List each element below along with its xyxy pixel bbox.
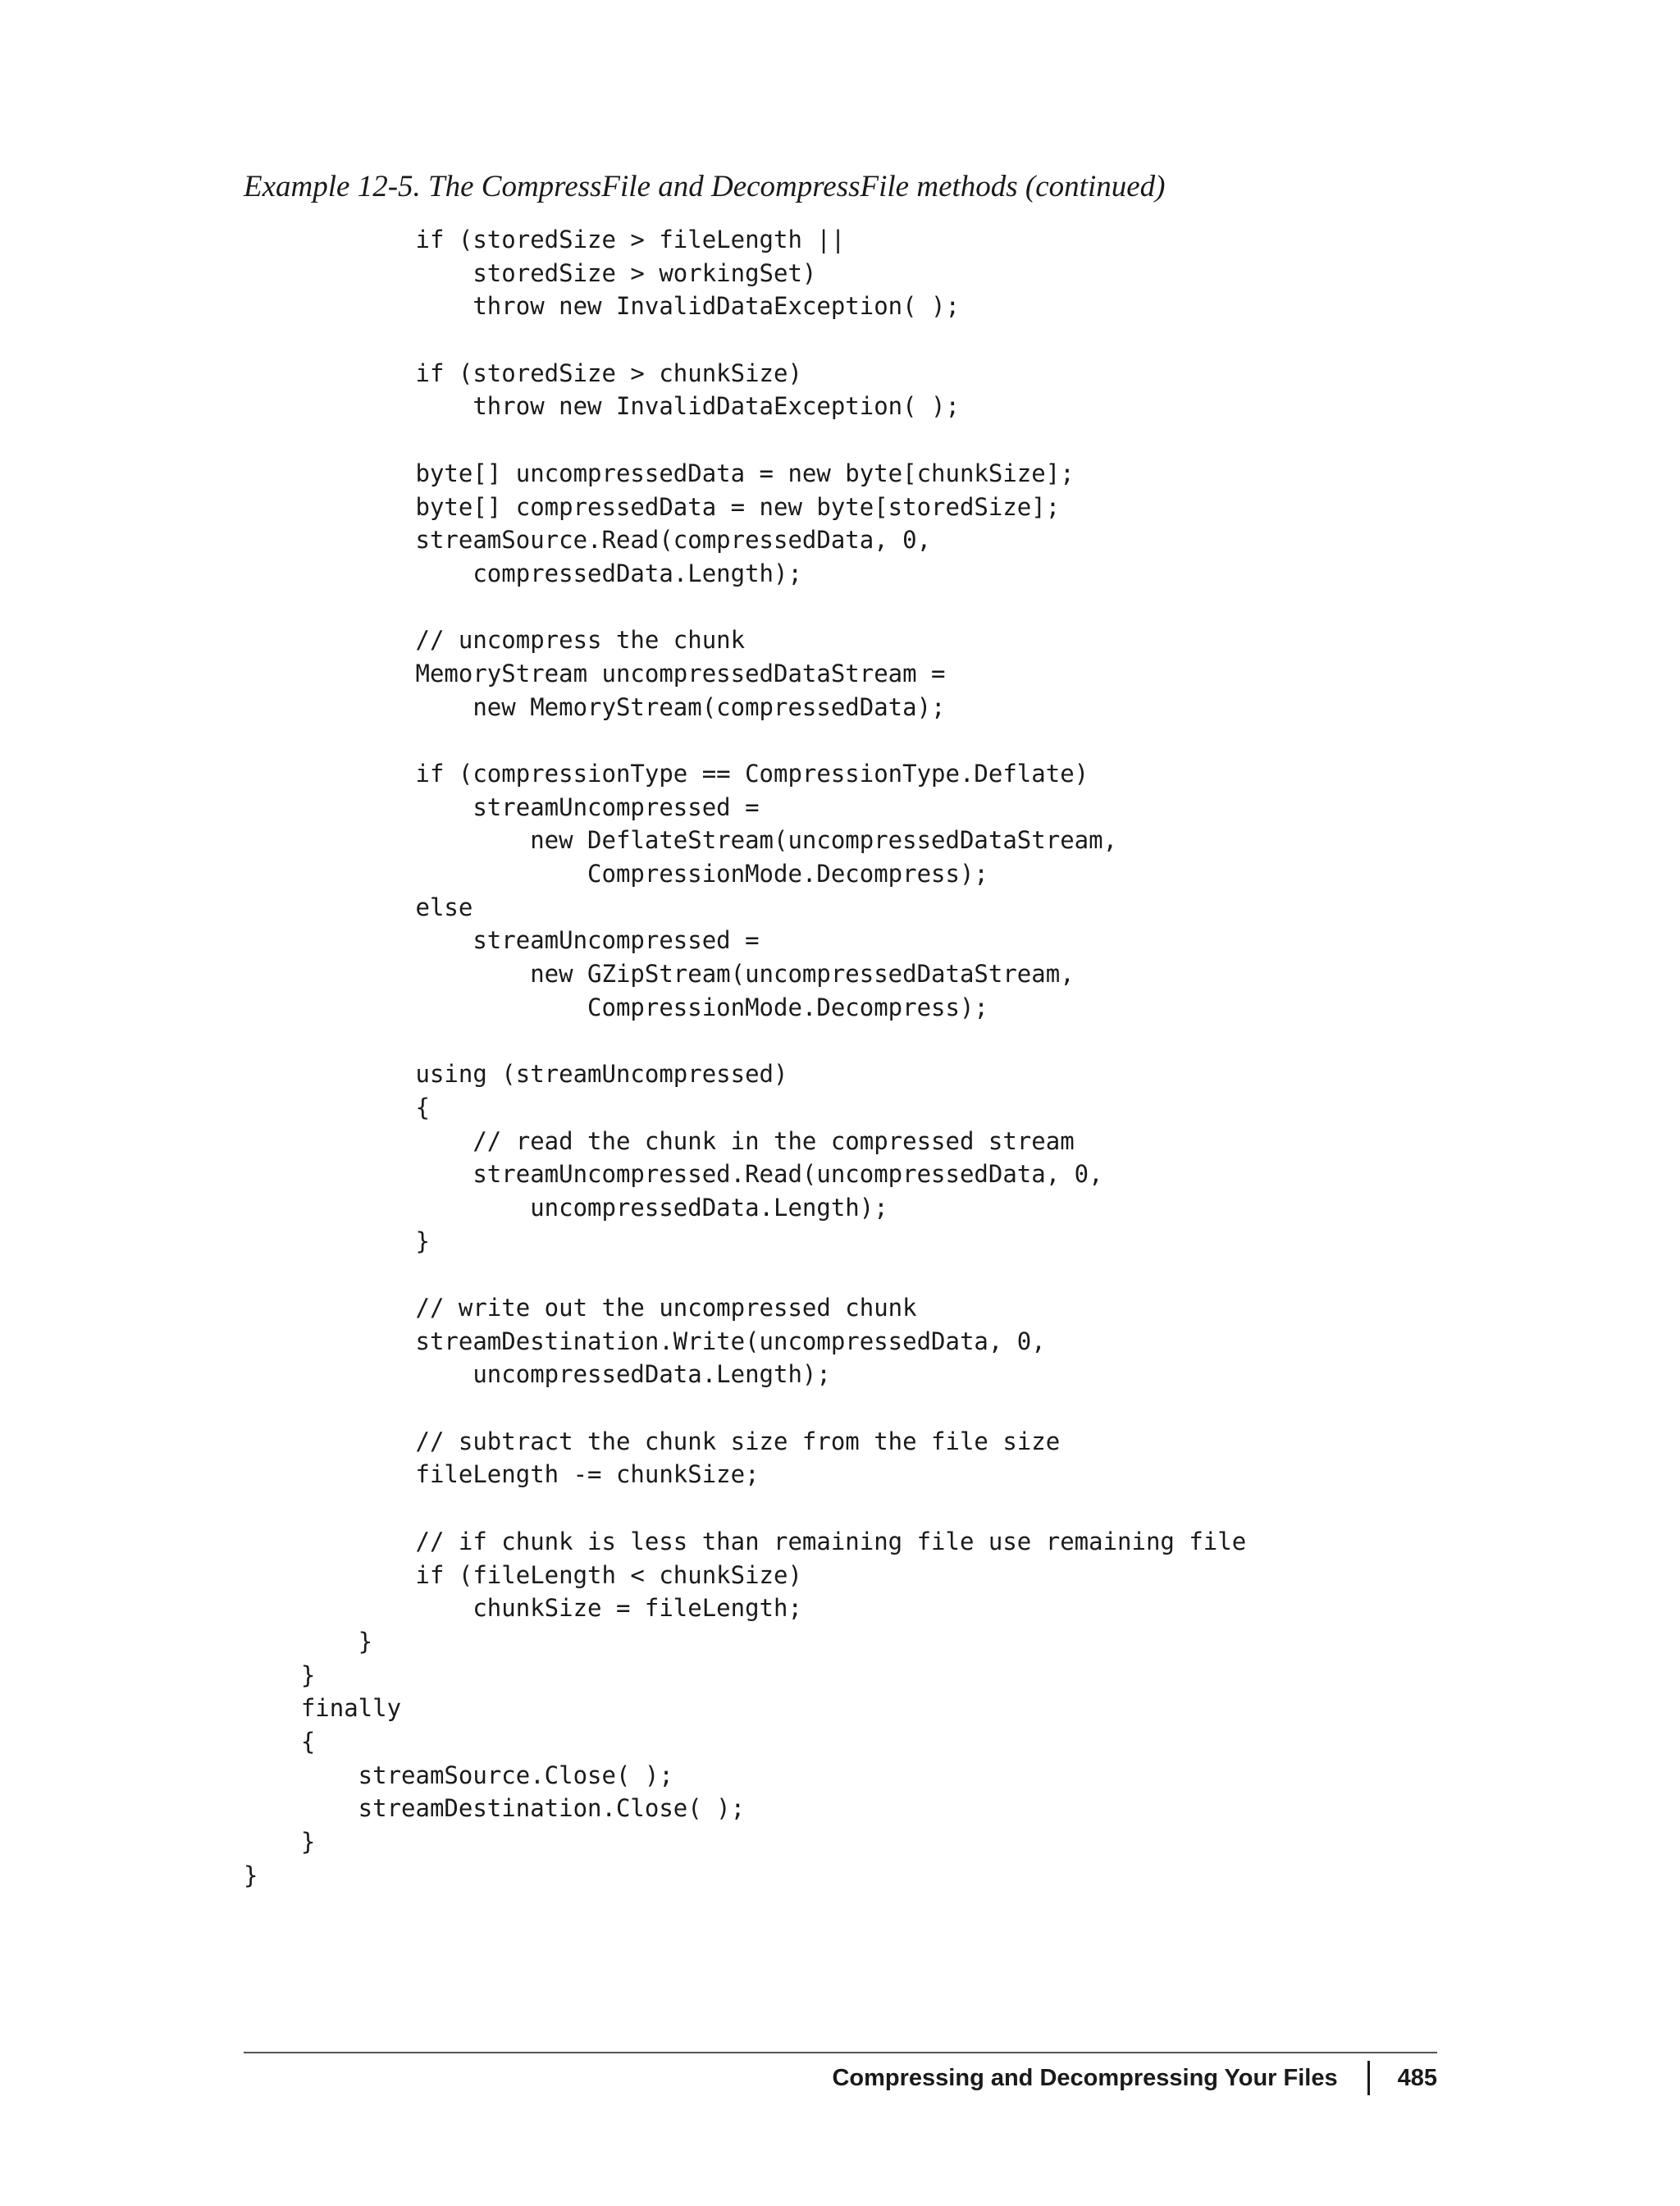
code-line: CompressionMode.Decompress); xyxy=(244,860,988,888)
footer-rule xyxy=(244,2052,1437,2053)
code-line: new DeflateStream(uncompressedDataStream, xyxy=(244,826,1118,855)
code-line: // write out the uncompressed chunk xyxy=(244,1294,917,1322)
code-line: throw new InvalidDataException( ); xyxy=(244,292,960,321)
code-line: { xyxy=(244,1093,430,1121)
code-line: if (fileLength < chunkSize) xyxy=(244,1560,802,1589)
code-line: } xyxy=(244,1828,316,1856)
code-listing xyxy=(244,223,1246,1892)
code-line: streamUncompressed.Read(uncompressedData, 0, xyxy=(244,1160,1103,1189)
code-line xyxy=(244,1391,1246,1425)
example-caption: Example 12-5. The CompressFile and DecompressFile methods (continued) xyxy=(244,170,1166,203)
code-line: // subtract the chunk size from the file size xyxy=(244,1427,1061,1455)
page-footer xyxy=(832,2056,1437,2100)
code-line: uncompressedData.Length); xyxy=(244,1360,831,1389)
code-line xyxy=(244,724,1246,757)
code-line: chunkSize = fileLength; xyxy=(244,1594,802,1623)
code-line: } xyxy=(244,1861,258,1889)
code-line: } xyxy=(244,1226,430,1255)
footer-section-title: Compressing and Decompressing Your Files xyxy=(832,2064,1338,2091)
code-line: { xyxy=(244,1727,316,1756)
code-line: uncompressedData.Length); xyxy=(244,1193,888,1222)
code-line: fileLength -= chunkSize; xyxy=(244,1460,760,1489)
code-line xyxy=(244,423,1246,457)
code-line xyxy=(244,1025,1246,1058)
code-line: using (streamUncompressed) xyxy=(244,1060,788,1089)
code-line: if (compressionType == CompressionType.Deflate) xyxy=(244,760,1089,788)
code-line: } xyxy=(244,1627,373,1656)
code-line: byte[] compressedData = new byte[storedSize]; xyxy=(244,492,1061,521)
code-line: } xyxy=(244,1660,316,1689)
code-line: finally xyxy=(244,1694,402,1723)
code-line xyxy=(244,323,1246,357)
code-line: streamUncompressed = xyxy=(244,926,760,955)
code-line: byte[] uncompressedData = new byte[chunkSize]; xyxy=(244,459,1075,487)
code-line: if (storedSize > chunkSize) xyxy=(244,359,802,387)
code-line xyxy=(244,1258,1246,1291)
code-line: streamUncompressed = xyxy=(244,792,760,821)
code-line: storedSize > workingSet) xyxy=(244,258,817,287)
code-line: streamSource.Read(compressedData, 0, xyxy=(244,526,932,555)
code-line: else xyxy=(244,893,473,921)
footer-separator xyxy=(1367,2061,1370,2095)
code-line: throw new InvalidDataException( ); xyxy=(244,392,960,421)
code-line: new MemoryStream(compressedData); xyxy=(244,692,946,721)
code-line: compressedData.Length); xyxy=(244,559,802,587)
code-line xyxy=(244,1491,1246,1525)
code-line: // if chunk is less than remaining file use remaining file xyxy=(244,1527,1247,1555)
code-line xyxy=(244,591,1246,624)
code-line: MemoryStream uncompressedDataStream = xyxy=(244,659,946,687)
code-line: new GZipStream(uncompressedDataStream, xyxy=(244,960,1075,989)
code-line: if (storedSize > fileLength || xyxy=(244,226,846,253)
code-line: CompressionMode.Decompress); xyxy=(244,993,988,1021)
code-line: // read the chunk in the compressed stream xyxy=(244,1126,1075,1155)
code-line: streamSource.Close( ); xyxy=(244,1761,673,1789)
code-line: streamDestination.Write(uncompressedData, 0, xyxy=(244,1327,1046,1355)
code-line: streamDestination.Close( ); xyxy=(244,1794,746,1823)
code-line: // uncompress the chunk xyxy=(244,626,746,655)
page-number: 485 xyxy=(1397,2064,1437,2091)
